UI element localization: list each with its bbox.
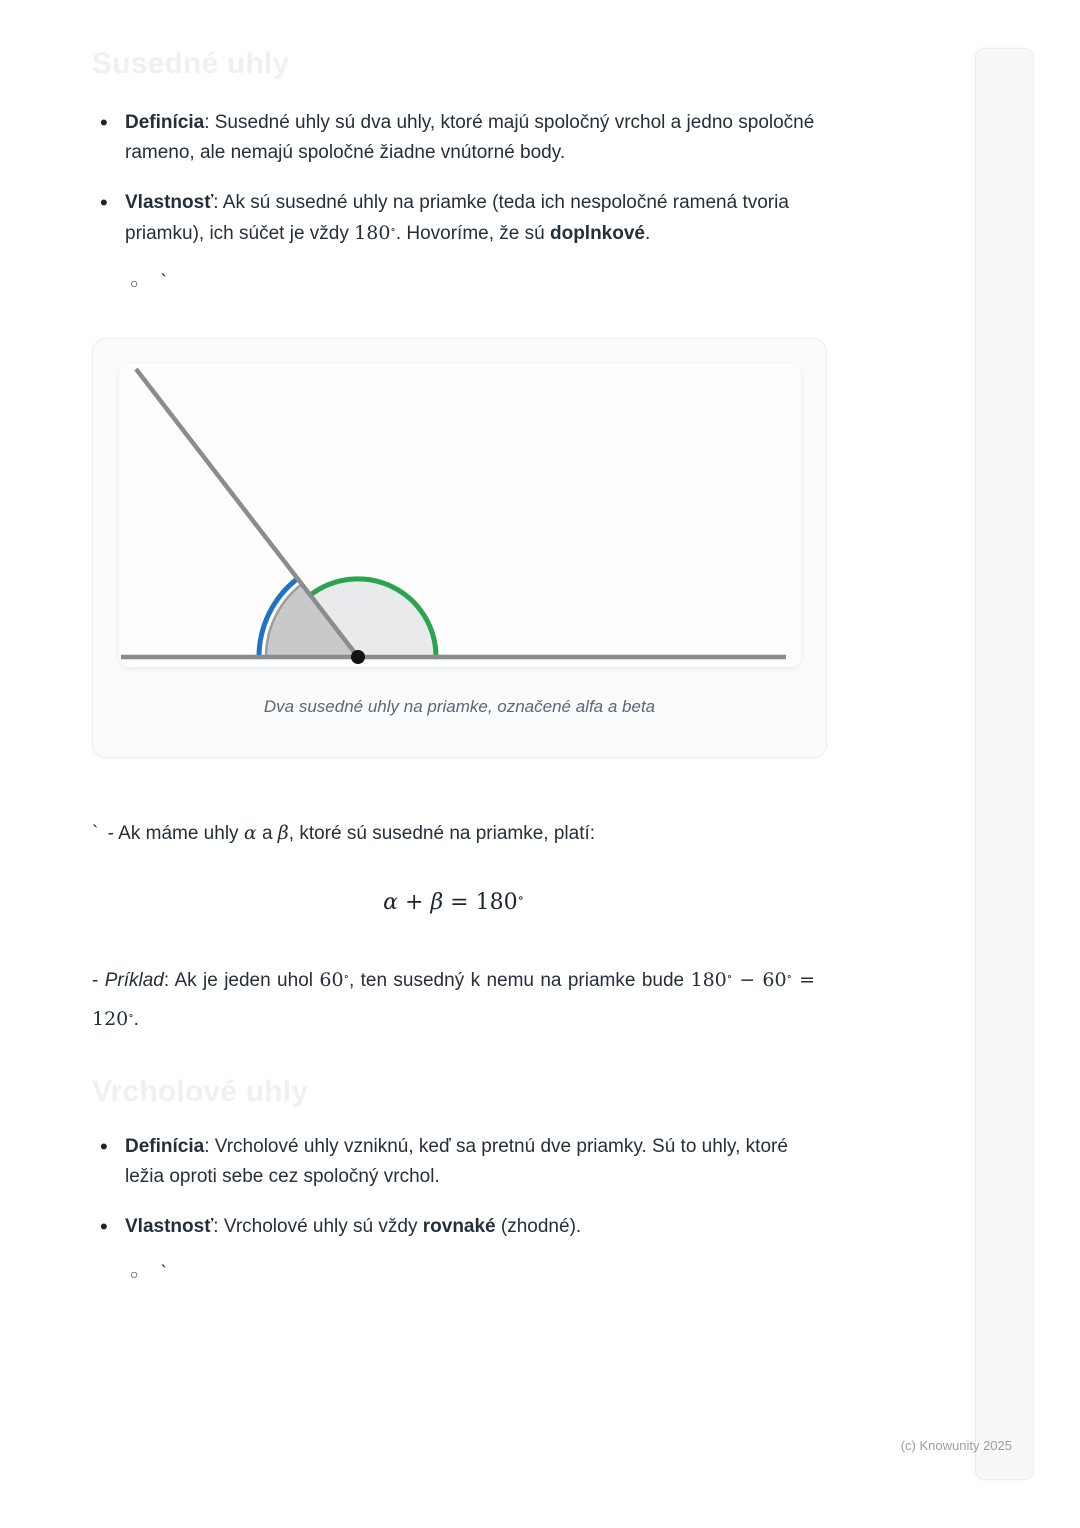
next-page-edge[interactable] [975,48,1034,1480]
example-paragraph: - Príklad: Ak je jeden uhol 60∘, ten susedný k nemu na priamke bude 180∘ − 60∘ = 120∘. [92,969,816,1030]
bullet-icon: • [100,1214,108,1239]
section-title-vrcholove-uhly: Vrcholové uhly [92,1075,309,1108]
property-text: Vlastnosť: Vrcholové uhly sú vždy rovnaké (zhodné). [125,1216,582,1237]
list-item [92,108,815,168]
inline-math-180: 180∘ [354,222,396,244]
document-content [92,0,815,1286]
list-item [92,1132,815,1192]
bullet-list-1 [92,108,815,251]
bullet-icon: • [100,190,108,215]
adjacent-angles-diagram [119,364,801,667]
rule-statement: ` - Ak máme uhly α a β, ktoré sú susedné na priamke, platí: [92,822,596,844]
vertex-point [351,650,365,664]
copyright-note: (c) Knowunity 2025 [900,1438,1012,1453]
slanted-ray [136,369,358,657]
definition-lead: Definícia [125,112,205,133]
list-item [92,188,815,251]
property-text: Vlastnosť: Ak sú susedné uhly na priamke (teda ich nespoločné ramená tvoria priamku), ich súčet je vždy 180∘. Hovoríme, že sú doplnkové. [125,192,789,244]
example-label: Príklad [104,970,164,991]
backtick-mark: ` [92,823,99,844]
alpha-symbol: α [243,822,257,844]
beta-symbol: β [277,822,289,844]
definition-text: Definícia: Vrcholové uhly vzniknú, keď sa pretnú dve priamky. Sú to uhly, ktoré ležia oproti sebe cez spoločný vrchol. [125,1136,788,1187]
definition-text: Definícia: Susedné uhly sú dva uhly, ktoré majú spoločný vrchol a jedno spoločné rameno, ale nemajú spoločné žiadne vnútorné body. [125,112,815,163]
backtick-mark: ` [160,1263,167,1284]
figure-card [92,338,827,758]
bullet-list-2 [92,1132,815,1242]
figure-plot-area [119,364,801,667]
figure-caption: Dva susedné uhly na priamke, označené alfa a beta [263,697,656,716]
equation-alpha-plus-beta: α + β = 180∘ [383,890,524,915]
sub-bullet-row [130,271,815,295]
list-item [92,1212,815,1242]
sub-bullet-row [130,1262,815,1286]
bullet-icon: • [100,1134,108,1159]
backtick-mark: ` [160,272,167,293]
hollow-circle-bullet-icon: ○ [130,275,139,291]
bullet-icon: • [100,110,108,135]
section-title-susedne-uhly: Susedné uhly [92,47,290,80]
hollow-circle-bullet-icon: ○ [130,1266,139,1282]
